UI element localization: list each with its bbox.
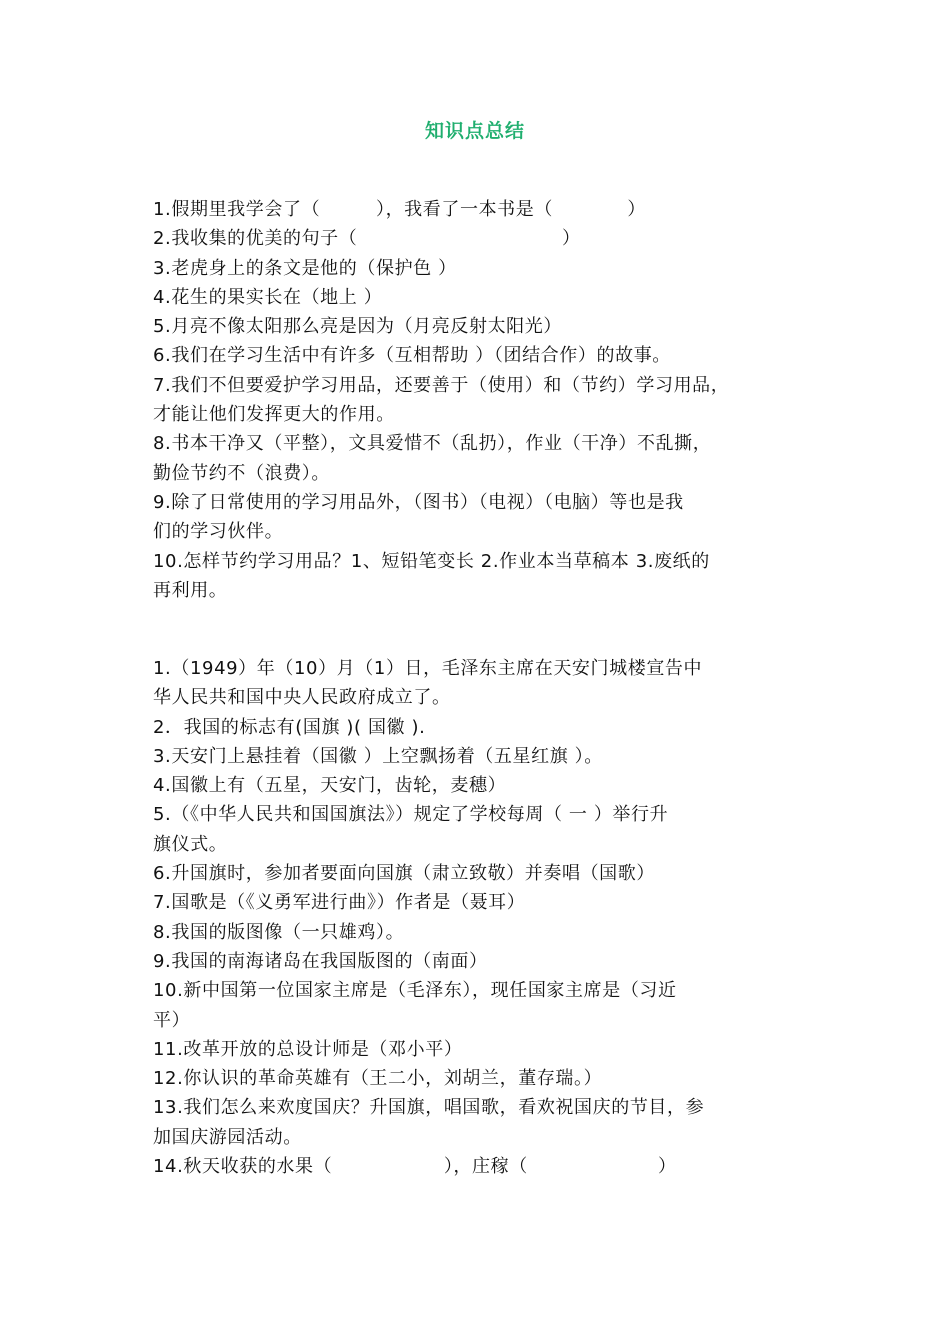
- section-national-knowledge: [153, 654, 813, 1181]
- page-title: 知识点总结: [424, 120, 525, 142]
- text-line: 2.我收集的优美的句子（ ）: [153, 228, 581, 250]
- text-line: 5.月亮不像太阳那么亮是因为（月亮反射太阳光）: [153, 316, 562, 338]
- text-line: 1.（1949）年（10）月（1）日，毛泽东主席在天安门城楼宣告中: [153, 658, 703, 679]
- text-line: 旗仪式。: [153, 833, 228, 855]
- text-line: 3.天安门上悬挂着（国徽 ）上空飘扬着（五星红旗 ）。: [153, 745, 603, 767]
- section-school-supplies: [153, 195, 813, 605]
- text-line: 9.我国的南海诸岛在我国版图的（南面）: [153, 950, 488, 972]
- text-line: 10.新中国第一位国家主席是（毛泽东），现任国家主席是（习近: [153, 980, 677, 1002]
- text-line: 13.我们怎么来欢度国庆？升国旗，唱国歌，看欢祝国庆的节目，参: [153, 1097, 705, 1119]
- text-line: 才能让他们发挥更大的作用。: [153, 404, 395, 426]
- text-line: 平）: [153, 1009, 191, 1031]
- text-line: 7.国歌是（《义勇军进行曲》）作者是（聂耳）: [153, 892, 526, 914]
- text-line: 8.书本干净又（平整），文具爱惜不（乱扔），作业（干净）不乱撕，: [153, 433, 712, 455]
- text-line: 12.你认识的革命英雄有（王二小，刘胡兰，董存瑞。）: [153, 1068, 603, 1090]
- text-line: 2．我国的标志有(国旗 )( 国徽 ).: [153, 716, 426, 738]
- text-line: 9.除了日常使用的学习用品外，（图书）（电视）（电脑）等也是我: [153, 491, 684, 513]
- text-line: 3.老虎身上的条文是他的（保护色 ）: [153, 257, 457, 279]
- text-line: 们的学习伙伴。: [153, 521, 284, 543]
- text-line: 6.我们在学习生活中有许多（互相帮助 ）（团结合作）的故事。: [153, 345, 671, 367]
- text-line: 7.我们不但要爱护学习用品，还要善于（使用）和（节约）学习用品，: [153, 374, 730, 396]
- text-line: 5.（《中华人民共和国国旗法》）规定了学校每周（ 一 ）举行升: [153, 804, 669, 826]
- text-line: 11.改革开放的总设计师是（邓小平）: [153, 1038, 463, 1060]
- text-line: 华人民共和国中央人民政府成立了。: [153, 687, 451, 709]
- text-line: 再利用。: [153, 579, 228, 601]
- text-line: 加国庆游园活动。: [153, 1126, 302, 1148]
- text-line: 1.假期里我学会了（ ），我看了一本书是（ ）: [153, 199, 646, 220]
- text-line: 4.花生的果实长在（地上 ）: [153, 286, 383, 308]
- text-line: 勤俭节约不（浪费）。: [153, 462, 330, 484]
- text-line: 6.升国旗时，参加者要面向国旗（肃立致敬）并奏唱（国歌）: [153, 863, 655, 885]
- text-line: 8.我国的版图像（一只雄鸡）。: [153, 921, 405, 943]
- text-line: 4.国徽上有（五星，天安门，齿轮，麦穗）: [153, 775, 507, 797]
- text-line: 14.秋天收获的水果（ ），庄稼（ ）: [153, 1156, 677, 1178]
- text-line: 10.怎样节约学习用品？1、短铅笔变长 2.作业本当草稿本 3.废纸的: [153, 550, 710, 572]
